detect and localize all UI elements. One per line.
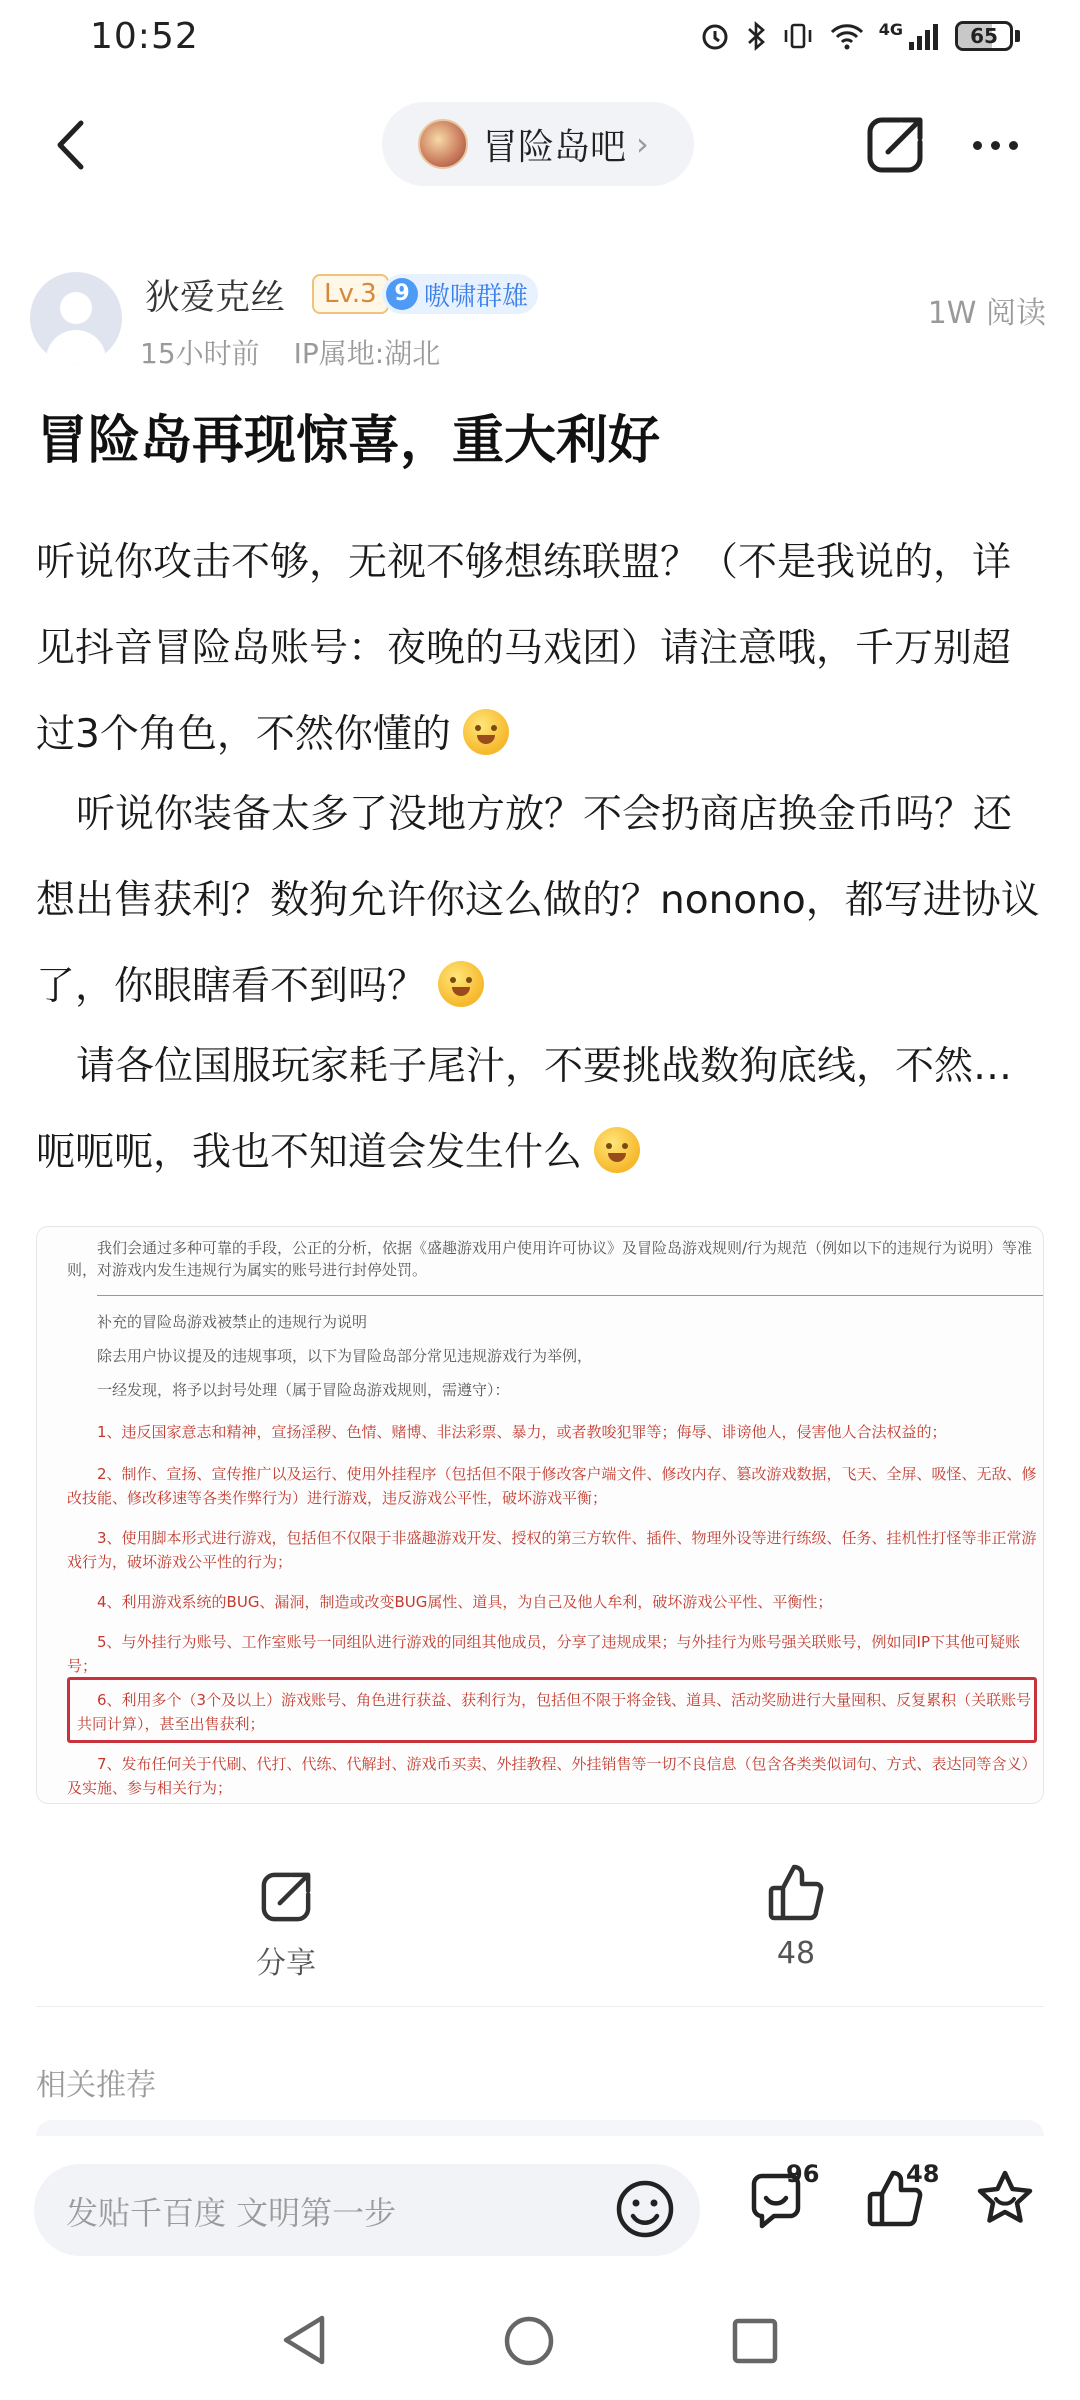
battery-level: 65: [970, 24, 998, 48]
share-icon: [860, 110, 930, 180]
laughing-emoji-icon: [463, 709, 509, 755]
doc-line: 2、制作、宣扬、宣传推广以及运行、使用外挂程序（包括但不限于修改客户端文件、修改内存、篡改游戏数据，飞天、全屏、吸怪、无敌、修: [97, 1465, 1037, 1483]
doc-line: 号；: [67, 1657, 98, 1675]
vibrate-icon: [781, 20, 815, 52]
doc-divider: [97, 1295, 1044, 1296]
doc-line: 及实施、参与相关行为；: [67, 1779, 233, 1797]
doc-line: 戏行为，破坏游戏公平性的行为；: [67, 1553, 293, 1571]
doc-line: 补充的冒险岛游戏被禁止的违规行为说明: [97, 1313, 368, 1331]
alarm-icon: [699, 20, 731, 52]
doc-line: 1、违反国家意志和精神，宣扬淫秽、色情、赌博、非法彩票、暴力，或者教唆犯罪等；侮辱、诽谤他人，侵害他人合法权益的；: [97, 1423, 947, 1441]
forum-avatar: [418, 119, 468, 169]
smile-emoji-icon: [594, 1127, 640, 1173]
bluetooth-icon: [745, 20, 767, 52]
star-icon: [972, 2166, 1038, 2232]
like-button[interactable]: [746, 1860, 846, 1971]
comment-input[interactable]: [34, 2164, 700, 2256]
status-bar: [0, 0, 1080, 80]
level-badge: Lv.3: [312, 274, 389, 314]
post-time: 15小时前: [140, 337, 260, 370]
comment-placeholder: 发贴千百度 文明第一步: [66, 2194, 397, 2232]
chevron-right-icon: ›: [636, 125, 649, 163]
doc-line: 5、与外挂行为账号、工作室账号一同组队进行游戏的同组其他成员，分享了违规成果；与外挂行为账号强关联账号，例如同IP下其他可疑账: [97, 1633, 1021, 1651]
doc-line: 我们会通过多种可靠的手段，公正的分析，依据《盛趣游戏用户使用许可协议》及冒险岛游戏规则/行为规范（例如以下的违规行为说明）等准: [97, 1239, 1033, 1257]
doc-line: 4、利用游戏系统的BUG、漏洞，制造或改变BUG属性、道具，为自己及他人牟利，破坏游戏公平性、平衡性；: [97, 1593, 833, 1611]
emoji-button[interactable]: [612, 2176, 678, 2242]
home-nav-icon[interactable]: [502, 2314, 556, 2368]
laughing-emoji-icon: [438, 961, 484, 1007]
doc-line: 则，对游戏内发生违规行为属实的账号进行封停处罚。: [67, 1261, 428, 1279]
forum-name: 冒险岛吧: [482, 126, 627, 168]
wifi-icon: [829, 20, 865, 52]
post-image[interactable]: [36, 1226, 1044, 1804]
share-top-button[interactable]: [860, 110, 930, 180]
share-icon: [255, 1866, 317, 1928]
title-name: 嗷啸群雄: [424, 281, 529, 312]
doc-line: 3、使用脚本形式进行游戏，包括但不仅限于非盛趣游戏开发、授权的第三方软件、插件、物理外设等进行练级、任务、挂机性打怪等非正常游: [97, 1529, 1037, 1547]
more-button[interactable]: [955, 110, 1035, 180]
comment-count: 96: [786, 2160, 820, 2188]
status-icons: [699, 20, 1020, 52]
forum-link[interactable]: [382, 102, 694, 186]
signal-icon: [907, 20, 941, 52]
more-icon: [973, 141, 982, 150]
top-nav: [0, 90, 1080, 200]
read-count: 1W 阅读: [927, 296, 1046, 331]
bottom-like-button[interactable]: [862, 2160, 942, 2246]
share-label: 分享: [256, 1946, 316, 1981]
bottom-like-count: 48: [906, 2160, 940, 2188]
doc-line: 共同计算），甚至出售获利；: [77, 1715, 265, 1733]
author-avatar[interactable]: [30, 272, 122, 364]
post-paragraph-1: 听说你攻击不够，无视不够想练联盟？（不是我说的，详见抖音冒险岛账号：夜晚的马戏团）请注意哦，千万别超过3个角色，不然你懂的: [36, 540, 1012, 757]
post-meta: [140, 332, 440, 372]
battery-icon: [955, 21, 1020, 51]
share-button[interactable]: [236, 1866, 336, 1982]
related-heading: 相关推荐: [36, 2068, 156, 2103]
title-level: 9: [386, 278, 418, 310]
bottom-bar: [0, 2136, 1080, 2276]
title-badge: [382, 274, 538, 314]
back-nav-icon[interactable]: [278, 2312, 330, 2368]
doc-line: 7、发布任何关于代刷、代打、代练、代解封、游戏币买卖、外挂教程、外挂销售等一切不良信息（包含各类类似词句、方式、表达同等含义）: [97, 1755, 1037, 1773]
comment-button[interactable]: [742, 2160, 822, 2246]
post-paragraph-2: 听说你装备太多了没地方放？不会扔商店换金币吗？还想出售获利？数狗允许你这么做的？nonono，都写进协议了，你眼瞎看不到吗？: [36, 792, 1040, 1009]
author-name[interactable]: 狄爱克丝: [145, 278, 286, 318]
doc-line: 一经发现，将予以封号处理（属于冒险岛游戏规则，需遵守）：: [97, 1381, 510, 1399]
like-count: 48: [776, 1936, 816, 1971]
post-title: 冒险岛再现惊喜，重大利好: [36, 411, 661, 471]
emoji-icon: [612, 2176, 678, 2242]
divider: [36, 2006, 1044, 2007]
doc-line: 改技能、修改移速等各类作弊行为）进行游戏，违反游戏公平性，破坏游戏平衡；: [67, 1489, 608, 1507]
ip-location: IP属地:湖北: [293, 337, 441, 370]
network-type: 4G: [878, 19, 903, 39]
back-arrow-icon: [55, 119, 85, 171]
doc-line: 6、利用多个（3个及以上）游戏账号、角色进行获益、获利行为，包括但不限于将金钱、道具、活动奖励进行大量囤积、反复累积（关联账号: [97, 1691, 1032, 1709]
back-button[interactable]: [40, 110, 100, 180]
recents-nav-icon[interactable]: [730, 2316, 780, 2366]
post-paragraph-3: 请各位国服玩家耗子尾汁，不要挑战数狗底线，不然…呃呃呃，我也不知道会发生什么: [36, 1044, 1013, 1175]
system-nav-bar: [0, 2290, 1080, 2400]
favorite-button[interactable]: [972, 2166, 1052, 2246]
thumbs-up-icon: [763, 1860, 829, 1926]
doc-line: 除去用户协议提及的违规事项，以下为冒险岛部分常见违规游戏行为举例，: [97, 1347, 593, 1365]
status-time: 10:52: [90, 16, 199, 57]
